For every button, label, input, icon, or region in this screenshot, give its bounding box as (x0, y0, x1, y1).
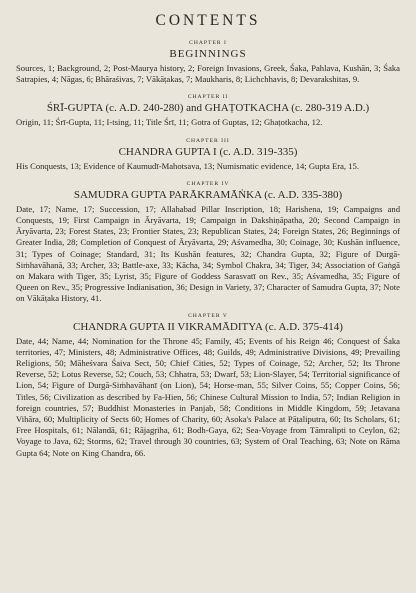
chapter-4 (16, 181, 400, 305)
chapter-body: Date, 17; Name, 17; Succession, 17; Allahabad Pillar Inscription, 18; Harishena, 19; Campaigns and Conquests, 19; First Campaign in Āryāvarta, 19; Campaign in Dakshiṇāpatha, 20; Second Campaign in Āryāvarta, 23; Forest States, 23; Frontier States, 23; Republican States, 24; Foreign States, 26; Beginnings of Greater India, 28; Completion of Conquest of Āryāvarta, 29; Aśvamedha, 30; Coinage, 30; Kushān influence, 31; Types of Coinage; Standard, 31; Its Kushān features, 32; Chandra Gupta, 32; Figure of Durgā-Siṁhavāhanā, 33; Archer, 33; Battle-axe, 33; Kācha, 34; Symbol Chakra, 34; Tiger, 34; Association of Gaṅgā on Makara with Tiger, 35; Lyrist, 35; Figure of Goddess Sarasvatī on Rev., 35; Aśvamedha, 35; Figure of Queen on Rev., 35; Progressive Indianisation, 36; Design in Variety, 37; Character of Samudra Gupta, 37; Note on Vākāṭaka History, 41. (16, 203, 400, 304)
chapter-body: Date, 44; Name, 44; Nomination for the Throne 45; Family, 45; Events of his Reign 46; Conquest of Śaka territories, 47; Ministers, 48; Administrative Offices, 48; Guilds, 49; Administrative Divisions, 49; Prevailing Religions, 50; Māheśvara Śaiva Sect, 50; Chief Cities, 52; Types of Coinage, 52; Archer, 52; Its Throne Reverse, 52; Lotus Reverse, 52; Couch, 53; Chhatra, 53; Dwarf, 53; Lion-Slayer, 54; Territorial significance of Lion, 54; Figure of Durgā-Siṁhavāhanī (on Lion), 54; Horse-man, 55; Silver Coins, 55; Copper Coins, 56; Titles, 56; Civilization as described by Fa-Hien, 56; Chinese Cultural Mission to India, 57; Indian Religion in foreign countries, 57; Buddhist Monasteries in Panjab, 58; Conditions in Middle Kingdom, 59; Jetavana Vihāra, 60; Multiplicity of Sects 60; Homes of Charity, 60; Asoka's Palace at Pāṭaliputra, 60; Its Scholars, 61; Free Hospitals, 61; Nālandā, 61; Rājagṛiha, 61; Bodh-Gaya, 62; Sea-Voyage from Tāmralipti to Ceylon, 62; Voyage to Java, 62; Storms, 62; Travel through 30 countries, 63; System of Oral Teaching, 63; Note on Rāma Gupta 64; Note on King Chandra, 66. (16, 335, 400, 458)
chapter-3 (16, 138, 400, 172)
chapter-1 (16, 40, 400, 85)
chapter-label: CHAPTER I (189, 40, 227, 46)
chapter-label: CHAPTER III (186, 137, 230, 144)
chapter-2 (16, 94, 400, 128)
page-title: CONTENTS (155, 12, 261, 29)
chapter-5 (16, 313, 400, 459)
chapter-label: CHAPTER V (188, 312, 228, 319)
chapter-heading: CHANDRA GUPTA II VIKRAMĀDITYA (c. A.D. 375-414) (73, 320, 343, 333)
chapter-body: Origin, 11; Śrī-Gupta, 11; I-tsing, 11; Title Śrī, 11; Gotra of Guptas, 12; Ghaṭotkacha, 12. (16, 117, 323, 128)
chapter-label: CHAPTER IV (186, 180, 230, 187)
chapter-heading: BEGINNINGS (169, 48, 247, 60)
chapter-heading: CHANDRA GUPTA I (c. A.D. 319-335) (118, 145, 298, 158)
chapter-body: Sources, 1; Background, 2; Post-Maurya history, 2; Foreign Invasions, Greek, Śaka, Pahlava, Kushān, 3; Śaka Satrapies, 4; Nāgas, 6; Bhāraśivas, 7; Vākāṭakas, 7; Maukharis, 8; Lichchhavis, 8; Devarakshitas, 9. (16, 63, 400, 85)
chapter-heading: ŚRĪ-GUPTA (c. A.D. 240-280) and GHAṬOTKACHA (c. 280-319 A.D.) (46, 102, 370, 115)
chapter-label: CHAPTER II (187, 94, 229, 101)
chapter-body: His Conquests, 13; Evidence of Kaumudī-Mahotsava, 13; Numismatic evidence, 14; Gupta Era, 15. (16, 160, 359, 171)
chapter-heading: SAMUDRA GUPTA PARĀKRAMĀṄKA (c. A.D. 335-380) (73, 188, 343, 201)
